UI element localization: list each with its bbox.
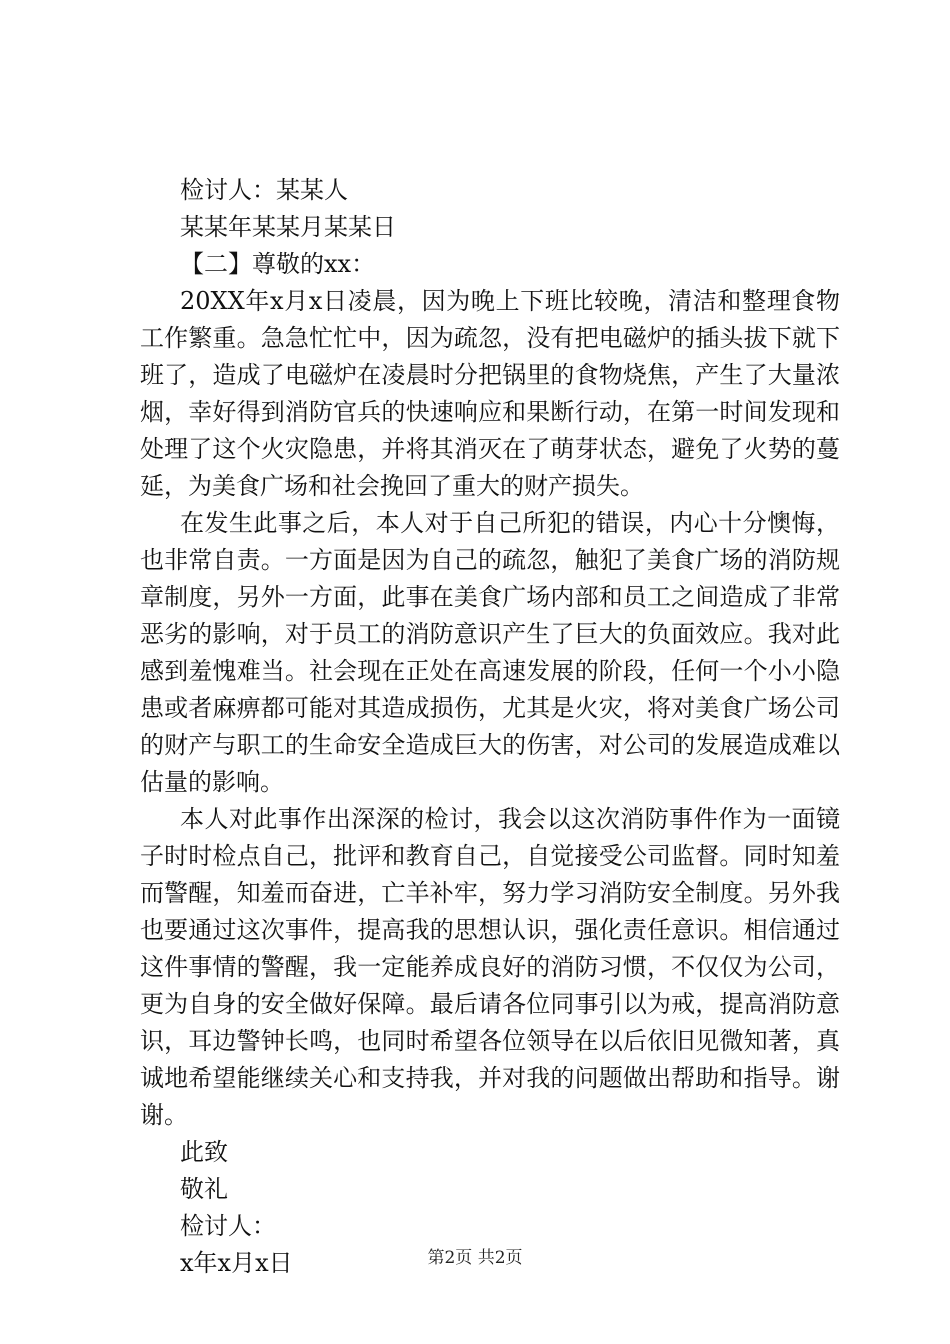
section-heading: 【二】尊敬的xx： (180, 250, 376, 278)
closing-reviewer: 检讨人： (180, 1212, 276, 1240)
paragraph-commitment: 本人对此事作出深深的检讨，我会以这次消防事件作为一面镜子时时检点自己，批评和教育自己，自觉接受公司监督。同时知羞而警醒，知羞而奋进，亡羊补牢，努力学习消防安全制度。另外我也要通过这次事件，提高我的思想认识，强化责任意识。相信通过这件事情的警醒，我一定能养成良好的消防习惯，不仅仅为公司，更为自身的安全做好保障。最后请各位同事引以为戒，提高消防意识，耳边警钟长鸣，也同时希望各位领导在以后依旧见微知著，真诚地希望能继续关心和支持我，并对我的问题做出帮助和指导。谢谢。 (140, 805, 840, 1129)
closing-date: x年x月x日 (180, 1249, 293, 1277)
paragraph-reflection: 在发生此事之后，本人对于自己所犯的错误，内心十分懊悔，也非常自责。一方面是因为自己的疏忽，触犯了美食广场的消防规章制度，另外一方面，此事在美食广场内部和员工之间造成了非常恶劣的影响，对于员工的消防意识产生了巨大的负面效应。我对此感到羞愧难当。社会现在正处在高速发展的阶段，任何一个小小隐患或者麻痹都可能对其造成损伤，尤其是火灾，将对美食广场公司的财产与职工的生命安全造成巨大的伤害，对公司的发展造成难以估量的影响。 (140, 509, 840, 796)
page-footer: 第2页 共2页 (427, 1248, 523, 1268)
document-body (140, 172, 840, 1282)
closing-line-1: 此致 (180, 1138, 228, 1166)
closing-line-2: 敬礼 (180, 1175, 228, 1203)
reviewer-signature: 检讨人：某某人 (180, 176, 348, 204)
signature-date: 某某年某某月某某日 (180, 213, 396, 241)
paragraph-incident: 20XX年x月x日凌晨，因为晚上下班比较晚，清洁和整理食物工作繁重。急急忙忙中，因为疏忽，没有把电磁炉的插头拔下就下班了，造成了电磁炉在凌晨时分把锅里的食物烧焦，产生了大量浓烟，幸好得到消防官兵的快速响应和果断行动，在第一时间发现和处理了这个火灾隐患，并将其消灭在了萌芽状态，避免了火势的蔓延，为美食广场和社会挽回了重大的财产损失。 (140, 287, 840, 500)
